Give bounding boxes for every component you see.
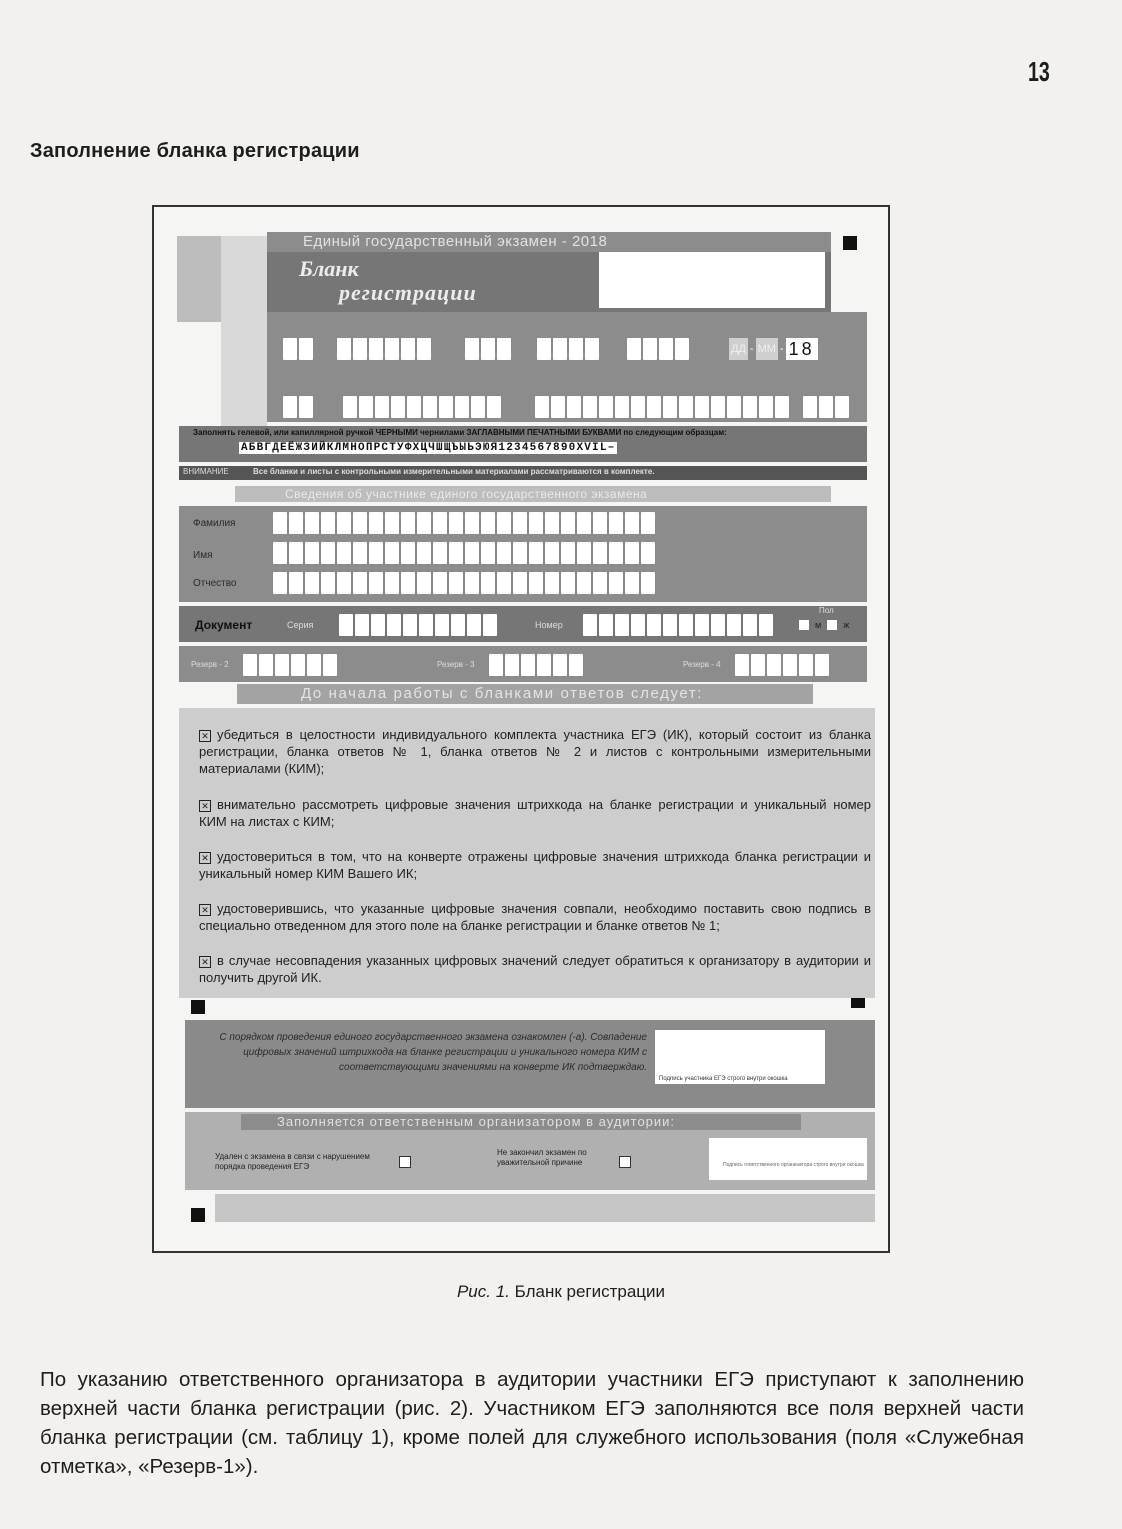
reserve4-label: Резерв - 4 — [683, 660, 721, 669]
letter-cell[interactable] — [609, 512, 623, 534]
series-boxes[interactable] — [339, 614, 499, 636]
caption-prefix: Рис. 1. — [456, 1282, 510, 1301]
letter-cell[interactable] — [481, 572, 495, 594]
attention-band — [179, 466, 867, 480]
caption-text: Бланк регистрации — [514, 1282, 666, 1301]
letter-cell[interactable] — [641, 512, 655, 534]
reserve4-boxes[interactable] — [735, 654, 831, 676]
letter-cell[interactable] — [417, 542, 431, 564]
letter-cell[interactable] — [385, 512, 399, 534]
barcode-area — [599, 252, 825, 308]
letter-cell[interactable] — [497, 572, 511, 594]
date-mm: ММ — [756, 338, 778, 360]
instruction-item: ✕ внимательно рассмотреть цифровые значения штрихкода на бланке регистрации и уникальный номер КИМ на листах с КИМ; — [199, 797, 871, 829]
letter-cell[interactable] — [417, 572, 431, 594]
date-dd: ДД — [729, 338, 748, 360]
participant-section-band — [235, 486, 831, 502]
participant-section-title: Сведения об участнике единого государственного экзамена — [285, 487, 648, 501]
patronymic-boxes[interactable] — [273, 572, 657, 594]
letter-cell[interactable] — [321, 572, 335, 594]
letter-cell[interactable] — [353, 542, 367, 564]
letter-cell[interactable] — [289, 542, 303, 564]
service-mark-boxes[interactable] — [535, 396, 791, 418]
before-work-title: До начала работы с бланками ответов следует: — [301, 685, 704, 702]
attention-text: Все бланки и листы с контрольными измерительными материалами рассматриваются в комплекте. — [253, 467, 655, 476]
class-boxes[interactable] — [465, 338, 513, 360]
organizer-section-title: Заполняется ответственным организатором в аудитории: — [277, 1114, 676, 1129]
fill-instruction: Заполнять гелевой, или капиллярной ручкой ЧЕРНЫМИ чернилами ЗАГЛАВНЫМИ ПЕЧАТНЫМИ БУКВАМИ по следующим образцам: — [193, 428, 727, 437]
surname-label: Фамилия — [193, 518, 236, 529]
body-paragraph: По указанию ответственного организатора в аудитории участники ЕГЭ приступают к заполнению верхней части бланка регистрации (рис. 2). Участником ЕГЭ заполняются все поля верхней части бланка регистрации (см. таблицу 1), кроме полей для служебного использования (поля «Служебная отметка», «Резерв-1»). — [40, 1368, 1024, 1478]
subject-code-boxes[interactable] — [537, 338, 601, 360]
reserve3-label: Резерв - 3 — [437, 660, 475, 669]
name-panel — [179, 506, 867, 602]
form-title-line2: регистрации — [339, 280, 477, 305]
letter-cell[interactable] — [465, 572, 479, 594]
letter-cell[interactable] — [561, 572, 575, 594]
letter-samples: АБВГДЕЁЖЗИЙКЛМНОПРСТУФХЦЧШЩЪЫЬЭЮЯ1234567890XVIL– — [241, 442, 616, 454]
letter-cell[interactable] — [385, 572, 399, 594]
organizer-signature-box[interactable] — [709, 1138, 867, 1180]
letter-cell[interactable] — [625, 542, 639, 564]
letter-cell[interactable] — [545, 542, 559, 564]
letter-cell[interactable] — [641, 542, 655, 564]
letter-cell[interactable] — [369, 542, 383, 564]
letter-cell[interactable] — [481, 542, 495, 564]
registration-form-figure — [163, 218, 879, 1252]
exam-header-text: Единый государственный экзамен - 2018 — [303, 233, 608, 250]
region-code-boxes[interactable] — [283, 338, 315, 360]
letter-cell[interactable] — [337, 542, 351, 564]
letter-cell[interactable] — [433, 542, 447, 564]
instruction-item: ✕ удостоверившись, что указанные цифровые значения совпали, необходимо поставить свою подпись в специально отведенном для этого поле на бланке регистрации и бланке ответов № 1; — [199, 901, 871, 933]
letter-cell[interactable] — [641, 572, 655, 594]
attention-label: ВНИМАНИЕ — [183, 467, 229, 476]
consent-text: С порядком проведения единого государственного экзамена ознакомлен (-а). Совпадение цифровых значений штрихкода на бланке регистрации и уникального номера КИМ с соответствующими значениями на конверте ИК подтверждаю. — [219, 1032, 647, 1073]
figure-caption — [0, 1282, 1122, 1302]
reserve2-boxes[interactable] — [243, 654, 339, 676]
instruction-text: внимательно рассмотреть цифровые значения штрихкода на бланке регистрации и уникальный номер КИМ на листах с КИМ; — [199, 797, 871, 829]
exam-date-field[interactable]: ДД - ММ - 18 — [729, 338, 818, 360]
patronymic-label: Отчество — [193, 578, 237, 589]
letter-cell[interactable] — [449, 542, 463, 564]
not-finished-label: Не закончил экзамен по уважительной причине — [497, 1148, 587, 1167]
ppe-code-boxes[interactable] — [283, 396, 315, 418]
sex-checkboxes[interactable] — [799, 620, 849, 630]
letter-cell[interactable] — [321, 542, 335, 564]
letter-cell[interactable] — [513, 512, 527, 534]
not-finished-checkbox[interactable] — [619, 1156, 631, 1168]
instruction-item: ✕ удостовериться в том, что на конверте отражены цифровые значения штрихкода бланка регистрации и уникальный номер КИМ Вашего ИК; — [199, 849, 871, 881]
letter-cell[interactable] — [305, 542, 319, 564]
bottom-strip — [215, 1194, 875, 1222]
letter-cell[interactable] — [577, 542, 591, 564]
letter-cell[interactable] — [433, 572, 447, 594]
organizer-band — [241, 1114, 801, 1130]
school-code-boxes[interactable] — [337, 338, 433, 360]
letter-cell[interactable] — [529, 572, 543, 594]
number-label: Номер — [535, 620, 563, 630]
surname-boxes[interactable] — [273, 512, 657, 534]
instruction-item: ✕ убедиться в целостности индивидуального комплекта участника ЕГЭ (ИК), который состоит из бланка регистрации, бланка ответов № 1, бланка ответов № 2 и листов с контрольными измерительными материалами (КИМ); — [199, 727, 871, 776]
letter-cell[interactable] — [465, 512, 479, 534]
letter-cell[interactable] — [401, 572, 415, 594]
letter-cell[interactable] — [545, 572, 559, 594]
letter-cell[interactable] — [577, 512, 591, 534]
letter-cell[interactable] — [353, 572, 367, 594]
letter-cell[interactable] — [289, 572, 303, 594]
letter-cell[interactable] — [273, 572, 287, 594]
side-strip — [177, 236, 221, 322]
letter-cell[interactable] — [609, 542, 623, 564]
title-band — [267, 252, 831, 312]
sex-label: Пол — [819, 606, 834, 615]
letter-cell[interactable] — [497, 542, 511, 564]
section-heading: Заполнение бланка регистрации — [30, 140, 360, 162]
instruction-text: удостоверившись, что указанные цифровые значения совпали, необходимо поставить свою подпись в специально отведенном для этого поле на бланке регистрации и бланке ответов № 1; — [199, 901, 871, 933]
letter-cell[interactable] — [529, 542, 543, 564]
instruction-item: ✕ в случае несовпадения указанных цифровых значений следует обратиться к организатору в аудитории и получить другой ИК. — [199, 953, 871, 985]
letter-cell[interactable] — [625, 512, 639, 534]
letter-cell[interactable] — [273, 512, 287, 534]
instruction-text: удостовериться в том, что на конверте отражены цифровые значения штрихкода бланка регистрации и уникальный номер КИМ Вашего ИК; — [199, 849, 871, 881]
letter-cell[interactable] — [369, 572, 383, 594]
letter-cell[interactable] — [513, 572, 527, 594]
corner-marker — [843, 236, 857, 250]
letter-cell[interactable] — [465, 542, 479, 564]
letter-cell[interactable] — [609, 572, 623, 594]
letter-cell[interactable] — [593, 572, 607, 594]
letter-cell[interactable] — [449, 572, 463, 594]
letter-cell[interactable] — [625, 572, 639, 594]
sex-f-label: ж — [843, 620, 850, 630]
name-label: Имя — [193, 550, 213, 561]
letter-cell[interactable] — [433, 512, 447, 534]
auditorium-boxes[interactable] — [343, 396, 503, 418]
corner-marker — [191, 1208, 205, 1222]
letter-cell[interactable] — [337, 572, 351, 594]
consent-panel — [185, 1020, 875, 1108]
letter-cell[interactable] — [529, 512, 543, 534]
reserve-panel — [179, 646, 867, 682]
letter-cell[interactable] — [401, 512, 415, 534]
letter-cell[interactable] — [321, 512, 335, 534]
name-boxes[interactable] — [273, 542, 657, 564]
date-yy: 18 — [786, 338, 818, 360]
letter-cell[interactable] — [417, 512, 431, 534]
sex-f-checkbox[interactable] — [827, 620, 837, 630]
letter-cell[interactable] — [593, 512, 607, 534]
instruction-text: убедиться в целостности индивидуального комплекта участника ЕГЭ (ИК), который состоит из бланка регистрации, бланка ответов № 1, бланка ответов № 2 и листов с контрольными измерительными материалами (КИМ); — [199, 727, 871, 776]
letter-cell[interactable] — [353, 512, 367, 534]
document-label: Документ — [195, 618, 253, 632]
removed-checkbox[interactable] — [399, 1156, 411, 1168]
letter-cell[interactable] — [401, 542, 415, 564]
letter-cell[interactable] — [289, 512, 303, 534]
number-boxes[interactable] — [583, 614, 775, 636]
side-strip — [221, 236, 267, 426]
sex-m-label: м — [815, 620, 822, 630]
sex-m-checkbox[interactable] — [799, 620, 809, 630]
letter-cell[interactable] — [449, 512, 463, 534]
letter-cell[interactable] — [577, 572, 591, 594]
reserve3-boxes[interactable] — [489, 654, 585, 676]
removed-label: Удален с экзамена в связи с нарушением порядка проведения ЕГЭ — [215, 1152, 370, 1171]
page-number: 13 — [1028, 56, 1050, 87]
letter-cell[interactable] — [385, 542, 399, 564]
letter-cell[interactable] — [545, 512, 559, 534]
before-work-band — [237, 684, 813, 704]
instruction-text: в случае несовпадения указанных цифровых значений следует обратиться к организатору в аудитории и получить другой ИК. — [199, 953, 871, 985]
form-title-line1: Бланк — [299, 256, 359, 281]
letter-cell[interactable] — [561, 512, 575, 534]
letter-cell[interactable] — [561, 542, 575, 564]
signature-caption: Подпись участника ЕГЭ строго внутри окошка — [659, 1076, 788, 1082]
letter-cell[interactable] — [305, 572, 319, 594]
organizer-sign-caption: Подпись ответственного организатора строго внутри окошка — [723, 1162, 864, 1168]
series-label: Серия — [287, 620, 314, 630]
document-panel — [179, 606, 867, 642]
signature-box[interactable] — [655, 1030, 825, 1084]
organizer-panel — [185, 1112, 875, 1190]
exam-header-band — [267, 232, 831, 252]
letter-cell[interactable] — [481, 512, 495, 534]
subject-name-boxes[interactable] — [627, 338, 691, 360]
letter-cell[interactable] — [513, 542, 527, 564]
letter-cell[interactable] — [593, 542, 607, 564]
reserve2-label: Резерв - 2 — [191, 660, 229, 669]
letter-cell[interactable] — [273, 542, 287, 564]
letter-cell[interactable] — [337, 512, 351, 534]
codes-panel — [267, 312, 867, 422]
reserve1-boxes[interactable] — [803, 396, 851, 418]
sample-band — [179, 426, 867, 462]
letter-cell[interactable] — [305, 512, 319, 534]
corner-marker — [191, 1000, 205, 1014]
letter-cell[interactable] — [497, 512, 511, 534]
letter-cell[interactable] — [369, 512, 383, 534]
